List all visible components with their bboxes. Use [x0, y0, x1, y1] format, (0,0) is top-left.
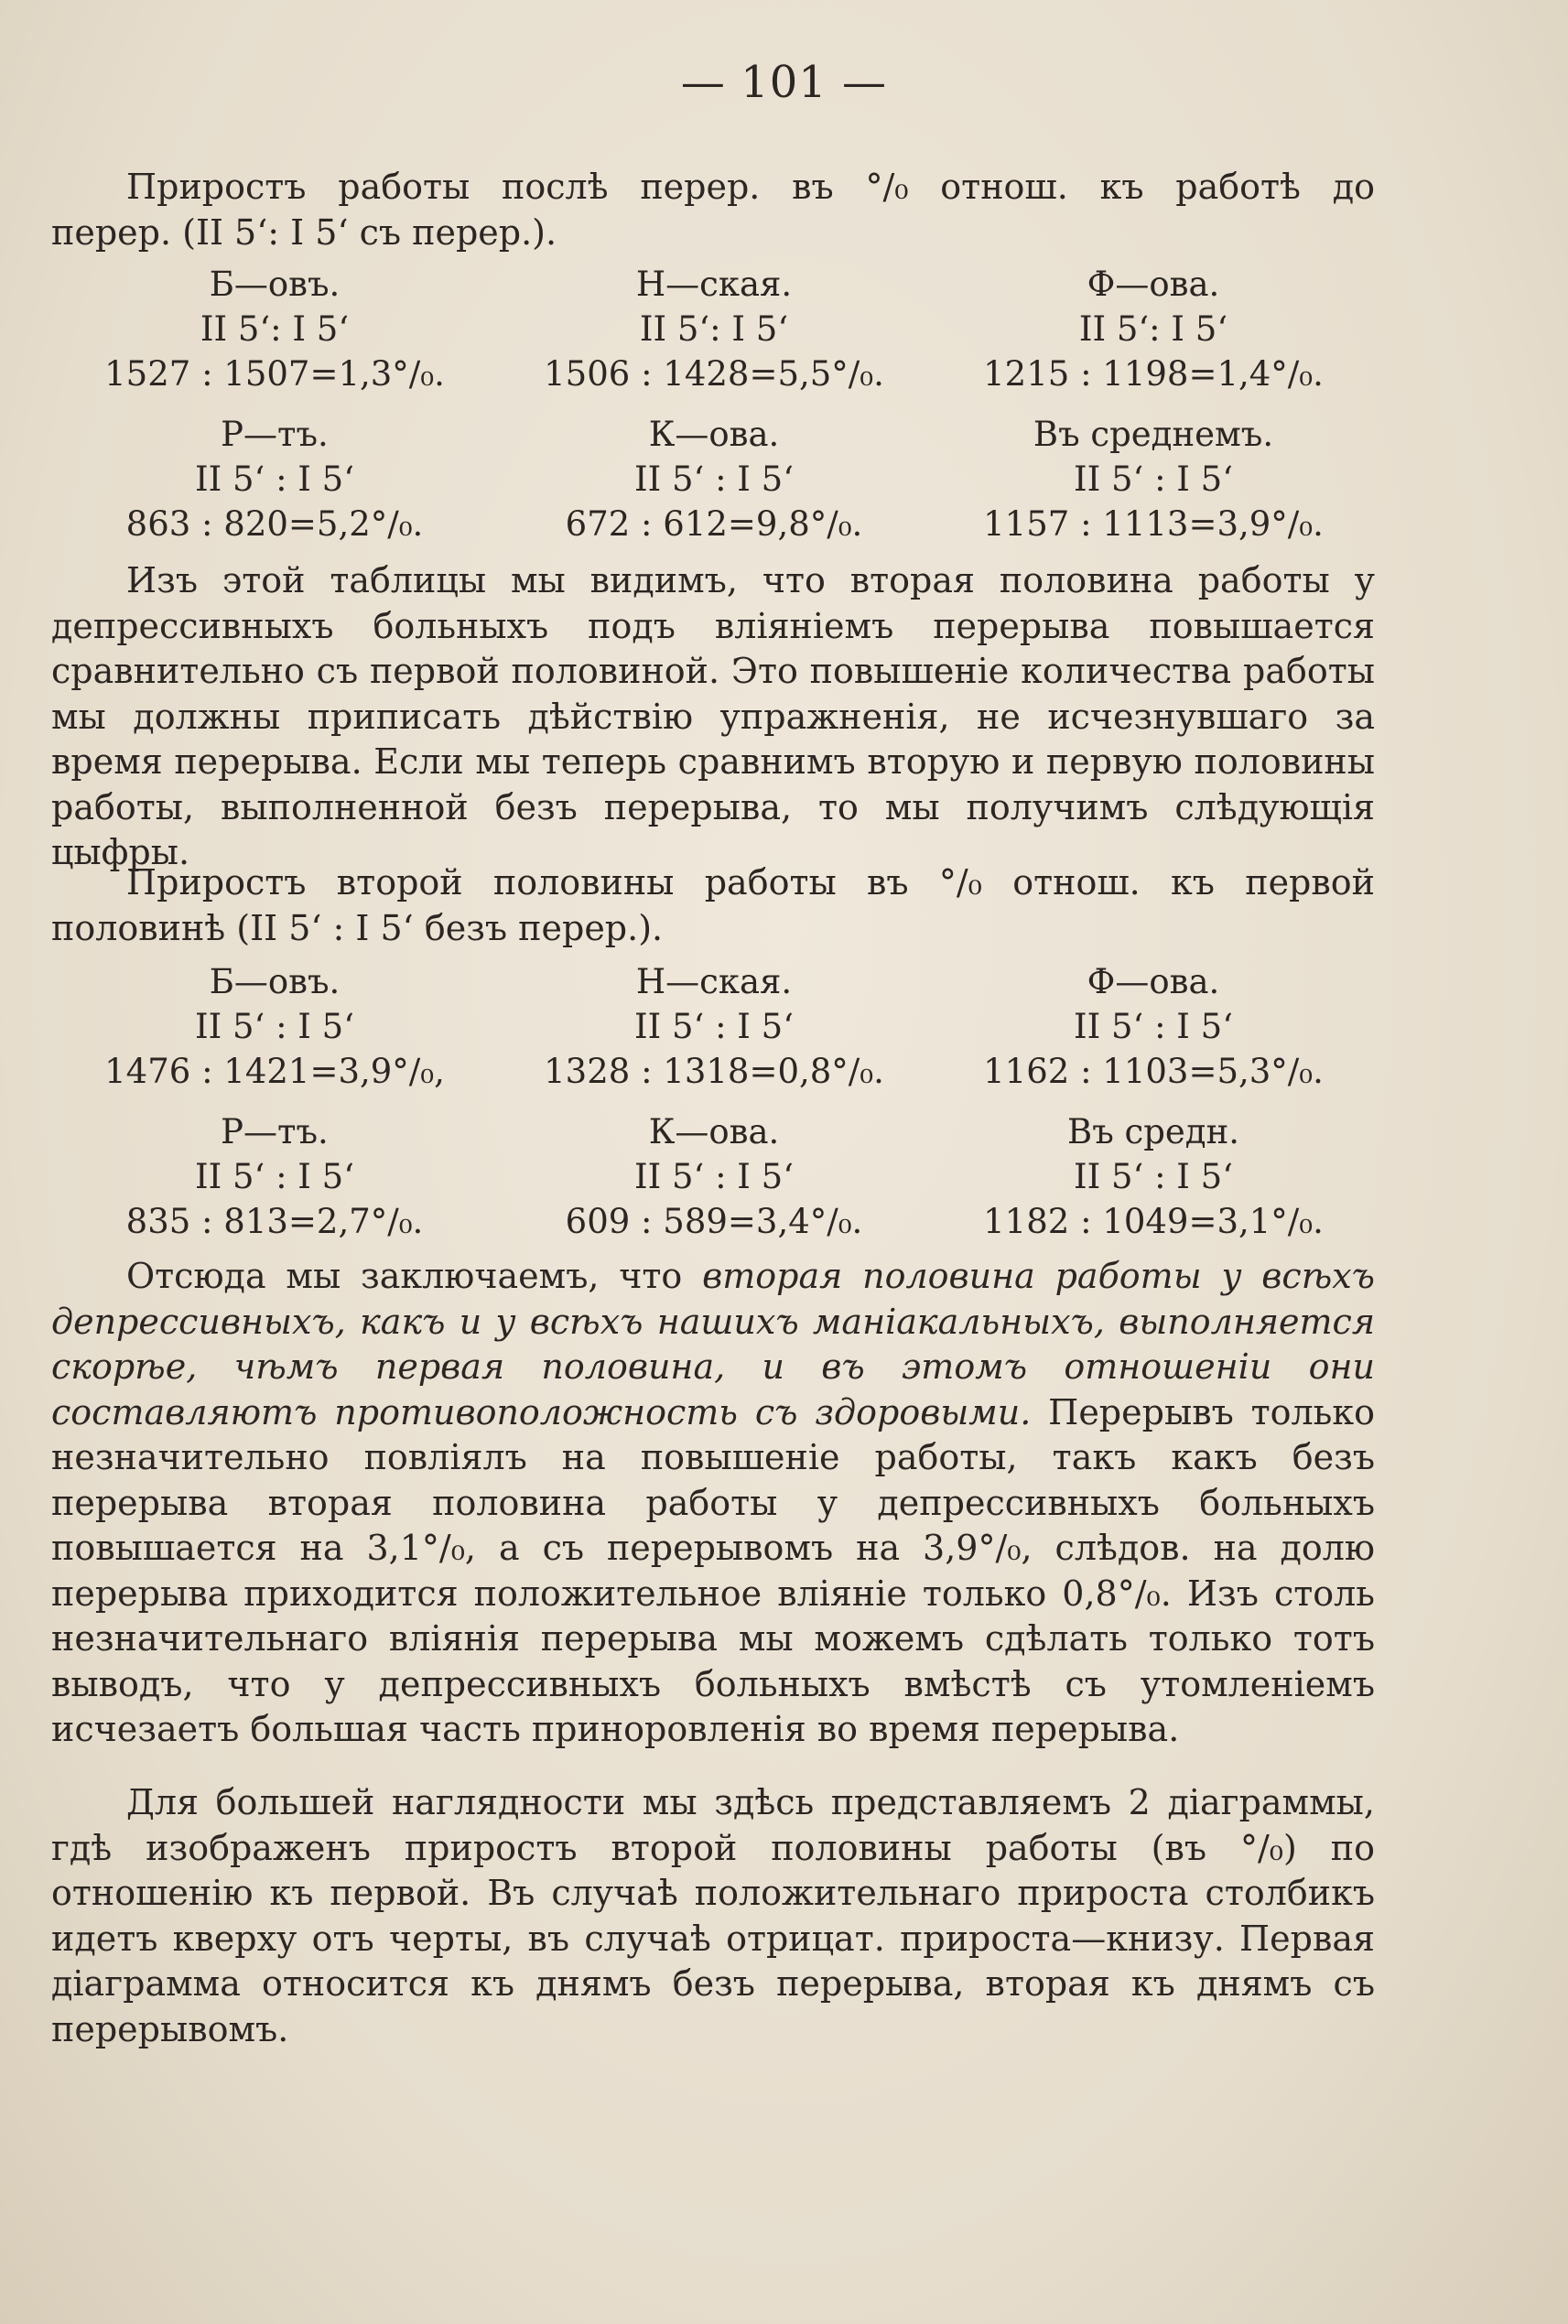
table1-caption — [51, 165, 1375, 255]
table2-cell — [55, 1109, 494, 1244]
paragraph-1: Изъ этой таблицы мы видимъ, что вторая половина работы у депрессивныхъ больныхъ подъ вліяніемъ перерыва повышается сравнительно съ первой половиной. Это повышеніе количества работы мы должны приписать дѣйствію упражненія, не исчезнувшаго за время перерыва. Если мы теперь сравнимъ вторую и первую половины работы, выполненной безъ перерыва, то мы получимъ слѣдующія цыфры. — [51, 560, 1375, 872]
ratio-label: II 5‘ : I 5‘ — [195, 1157, 354, 1196]
ratio-result: 1328 : 1318=0,8°/₀. — [544, 1052, 884, 1091]
ratio-result: 1157 : 1113=3,9°/₀. — [983, 504, 1324, 544]
table1 — [55, 262, 1373, 546]
table1-cell — [494, 412, 934, 546]
table1-cell — [55, 262, 494, 396]
patient-name: Н—ская. — [635, 962, 793, 1001]
paragraph-3: Для большей наглядности мы здѣсь представляемъ 2 діаграммы, гдѣ изображенъ приростъ второй половины работы (въ °/₀) по отношенію къ первой. Въ случаѣ положительнаго прироста столбикъ идетъ кверху отъ черты, въ случаѣ отрицат. прироста—книзу. Первая діаграмма относится къ днямъ безъ перерыва, вторая къ днямъ съ перерывомъ. — [51, 1782, 1375, 2049]
table2-cell — [494, 959, 934, 1094]
table2-cell — [55, 959, 494, 1094]
table1-caption-line: перер. (II 5‘: I 5‘ съ перер.). — [51, 211, 557, 253]
table2-row — [55, 1109, 1373, 1244]
table2-cell — [934, 959, 1373, 1094]
ratio-result: 1162 : 1103=5,3°/₀. — [983, 1052, 1324, 1091]
ratio-result: 1215 : 1198=1,4°/₀. — [983, 354, 1324, 394]
ratio-result: 835 : 813=2,7°/₀. — [125, 1202, 424, 1241]
ratio-result: 672 : 612=9,8°/₀. — [565, 504, 863, 544]
ratio-label: II 5‘ : I 5‘ — [195, 1007, 354, 1046]
ratio-result: 1476 : 1421=3,9°/₀, — [104, 1052, 445, 1091]
patient-name: Б—овъ. — [209, 962, 341, 1001]
ratio-label: II 5‘: I 5‘ — [1078, 309, 1228, 349]
table2-cell — [494, 1109, 934, 1244]
patient-name: К—ова. — [648, 1112, 780, 1151]
table1-cell — [934, 262, 1373, 396]
patient-name: Р—тъ. — [221, 415, 329, 454]
paragraph-2-start: Отсюда мы заключаемъ, что — [126, 1256, 703, 1296]
ratio-label: II 5‘ : I 5‘ — [1074, 459, 1233, 499]
ratio-result: 1182 : 1049=3,1°/₀. — [983, 1202, 1324, 1241]
paragraph-2-emphasis: вторая половина работы у всѣхъ депрессивныхъ, какъ и у всѣхъ нашихъ маніакальныхъ, выполняется скорѣе, чѣмъ первая половина, и въ этомъ отношеніи они составляютъ противоположность съ здоровыми. — [51, 1256, 1375, 1432]
table1-cell — [55, 412, 494, 546]
ratio-label: II 5‘ : I 5‘ — [195, 459, 354, 499]
patient-name: К—ова. — [648, 415, 780, 454]
paragraph-2 — [51, 1254, 1375, 1753]
table1-cell — [934, 412, 1373, 546]
table2 — [55, 959, 1373, 1244]
ratio-result: 863 : 820=5,2°/₀. — [125, 504, 424, 544]
table1-caption-line: Приростъ работы послѣ перер. въ °/₀ отнош. къ работѣ до — [126, 167, 1375, 207]
patient-name: Ф—ова. — [1087, 962, 1220, 1001]
patient-name: Н—ская. — [635, 265, 793, 304]
paragraph-2-rest: Перерывъ только незначительно повліялъ на повышеніе работы, такъ какъ безъ перерыва вторая половина работы у депрессивныхъ больныхъ повышается на 3,1°/₀, а съ перерывомъ на 3,9°/₀, слѣдов. на долю перерыва приходится положительное вліяніе только 0,8°/₀. Изъ столь незначительнаго вліянія перерыва мы можемъ сдѣлать только тотъ выводъ, что у депрессивныхъ больныхъ вмѣстѣ съ утомленіемъ исчезаетъ большая часть приноровленія во время перерыва. — [51, 1391, 1375, 1749]
ratio-label: II 5‘ : I 5‘ — [634, 1007, 794, 1046]
ratio-result: 1506 : 1428=5,5°/₀. — [544, 354, 884, 394]
ratio-result: 609 : 589=3,4°/₀. — [565, 1202, 863, 1241]
patient-name: Въ средн. — [1067, 1112, 1239, 1151]
patient-name: Р—тъ. — [221, 1112, 329, 1151]
ratio-label: II 5‘ : I 5‘ — [634, 459, 794, 499]
ratio-label: II 5‘ : I 5‘ — [1074, 1007, 1233, 1046]
ratio-label: II 5‘ : I 5‘ — [1074, 1157, 1233, 1196]
patient-name: Ф—ова. — [1087, 265, 1220, 304]
table2-cell — [934, 1109, 1373, 1244]
table2-caption: Приростъ второй половины работы въ °/₀ отнош. къ первой половинѣ (II 5‘ : I 5‘ безъ перер.). — [51, 862, 1375, 948]
ratio-label: II 5‘: I 5‘ — [639, 309, 789, 349]
page-number: — 101 — — [680, 57, 888, 108]
ratio-label: II 5‘: I 5‘ — [200, 309, 350, 349]
ratio-result: 1527 : 1507=1,3°/₀. — [104, 354, 445, 394]
table2-row — [55, 959, 1373, 1094]
table1-row — [55, 262, 1373, 396]
ratio-label: II 5‘ : I 5‘ — [634, 1157, 794, 1196]
table1-cell — [494, 262, 934, 396]
patient-name: Въ среднемъ. — [1033, 415, 1274, 454]
table1-row — [55, 412, 1373, 546]
patient-name: Б—овъ. — [209, 265, 341, 304]
